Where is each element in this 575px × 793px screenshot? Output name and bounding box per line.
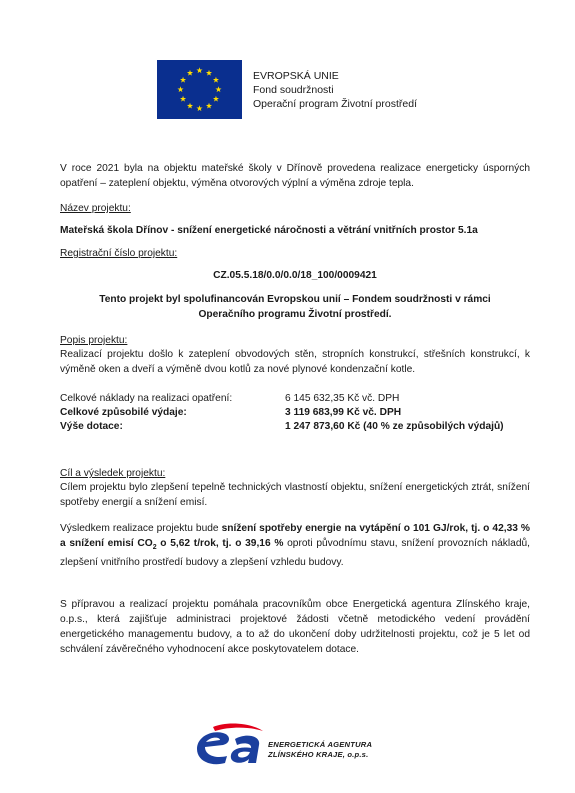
eu-star-icon <box>206 103 212 109</box>
eu-star-icon <box>187 103 193 109</box>
cofinance-text: Tento projekt byl spolufinancován Evropskou unií – Fondem soudržnosti v rámci Operačního programu Životní prostředí. <box>99 294 491 320</box>
cost-label: Celkové způsobilé výdaje: <box>60 407 187 418</box>
cost-row-eligible <box>60 407 530 421</box>
cost-label: Celkové náklady na realizaci opatření: <box>60 393 233 404</box>
eu-flag-icon <box>157 60 242 119</box>
result-sub: 2 <box>152 544 157 552</box>
result-t1: Výsledkem realizace projektu bude <box>60 523 222 534</box>
agency-text: S přípravou a realizací projektu pomáhala pracovníkům obce Energetická agentura Zlínského kraje, o.p.s., která zajišťuje administraci projektové žádosti včetně metodického vedení provádění energetického managementu budovy, a to až do ukončení doby udržitelnosti projektu, což je 5 let od schválení závěrečného vyhodnocení akce poskytovatelem dotace. <box>60 599 530 655</box>
eu-star-icon <box>206 70 212 76</box>
ea-logo-mark-icon <box>193 723 265 768</box>
registration-label: Registrační číslo projektu: <box>60 248 178 259</box>
ea-line1: ENERGETICKÁ AGENTURA <box>268 740 373 749</box>
result-b1: snížení spotřeby energie na vytápění o 101 GJ/rok, tj. o 42,33 % a snížení emisí CO <box>60 523 530 549</box>
ea-text <box>268 740 372 760</box>
registration-number: CZ.05.5.18/0.0/0.0/18_100/0009421 <box>213 270 377 281</box>
eu-star-icon <box>177 86 183 92</box>
ea-logo <box>193 723 393 768</box>
cost-value: 6 145 632,35 Kč vč. DPH <box>285 393 400 404</box>
intro-text: V roce 2021 byla na objektu mateřské školy v Dřínově provedena realizace energeticky úsporných opatření – zateplení objektu, výměna otvorových výplní a výměna zdroje tepla. <box>60 163 530 189</box>
description-text: Realizací projektu došlo k zateplení obvodových stěn, stropních konstrukcí, střešních konstrukcí, k výměně oken a dveří a výměně dvou kotlů za nové plynové kondenzační kotle. <box>60 349 530 375</box>
eu-line1: EVROPSKÁ UNIE <box>253 70 339 82</box>
goal-label: Cíl a výsledek projektu: <box>60 468 166 479</box>
eu-text <box>253 69 417 111</box>
eu-star-icon <box>196 105 202 111</box>
result-t2: oproti původnímu stavu, snížení provozních nákladů, zlepšení vnitřního prostředí budovy a zlepšení vzhledu budovy. <box>60 538 530 569</box>
description-label: Popis projektu: <box>60 335 128 346</box>
cost-label: Výše dotace: <box>60 421 123 432</box>
cost-row-total <box>60 393 530 407</box>
cost-row-subsidy <box>60 421 530 435</box>
eu-star-icon <box>213 96 219 102</box>
eu-star-icon <box>187 70 193 76</box>
eu-star-icon <box>215 86 221 92</box>
result-b2: o 5,62 t/rok, tj. o 39,16 % <box>156 538 284 549</box>
project-name-label: Název projektu: <box>60 203 131 214</box>
eu-line3: Operační program Životní prostředí <box>253 98 417 110</box>
goal-text: Cílem projektu bylo zlepšení tepelně technických vlastností objektu, snížení energetických ztrát, snížení spotřeby energií a snížení emisí. <box>60 482 530 508</box>
result-text <box>60 521 530 570</box>
eu-star-icon <box>180 77 186 83</box>
project-name: Mateřská škola Dřínov - snížení energetické náročnosti a větrání vnitřních prostor 5.1a <box>60 225 478 236</box>
eu-logo <box>157 60 418 119</box>
cost-value: 1 247 873,60 Kč (40 % ze způsobilých výdajů) <box>285 421 504 432</box>
eu-line2: Fond soudržnosti <box>253 84 334 96</box>
eu-star-icon <box>196 67 202 73</box>
eu-star-icon <box>180 96 186 102</box>
cost-value: 3 119 683,99 Kč vč. DPH <box>285 407 402 418</box>
eu-star-icon <box>213 77 219 83</box>
ea-line2: ZLÍNSKÉHO KRAJE, o.p.s. <box>268 750 369 759</box>
